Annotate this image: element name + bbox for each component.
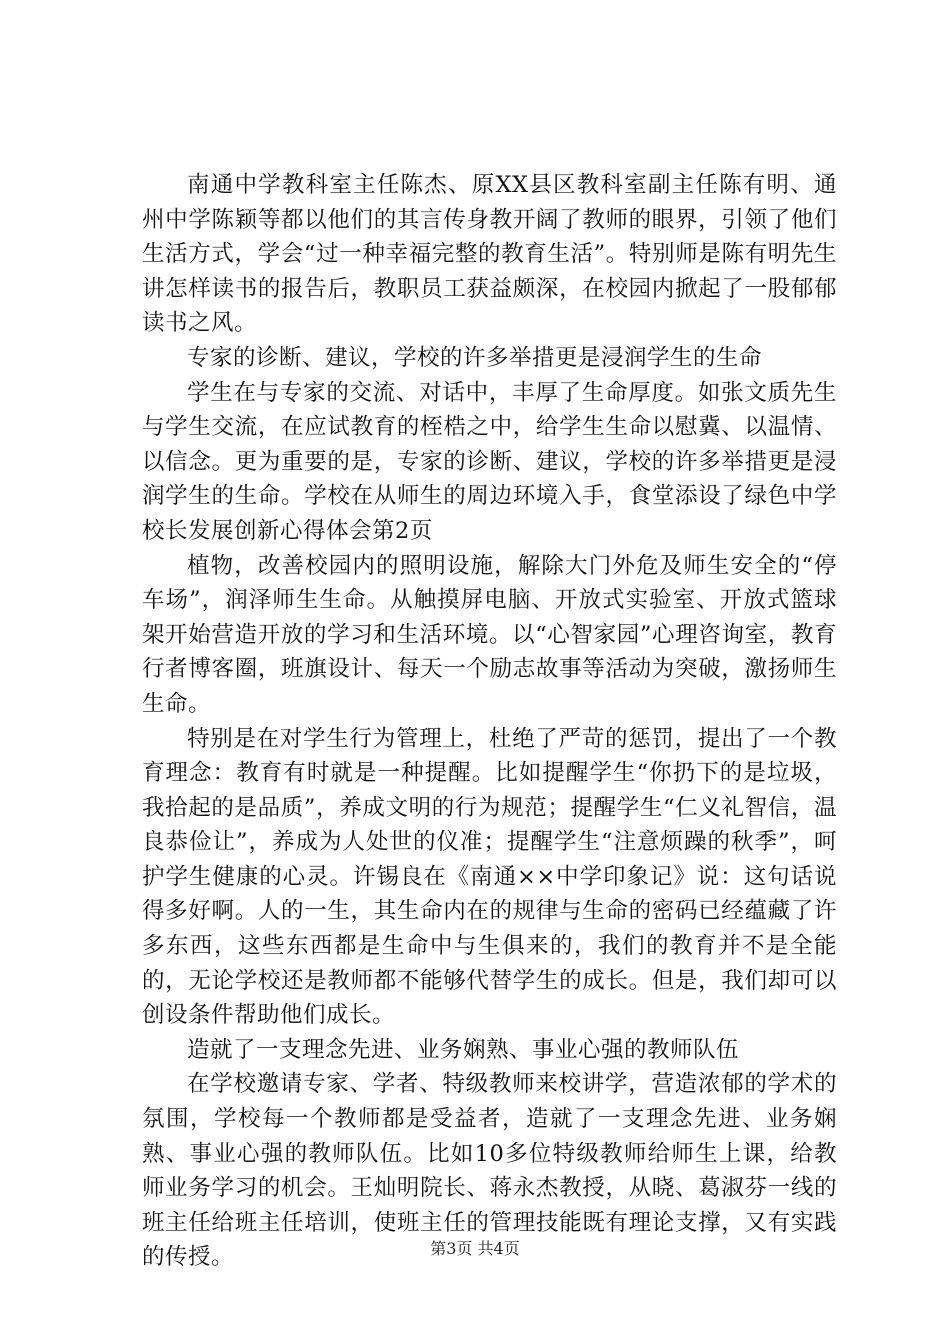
paragraph: 植物，改善校园内的照明设施，解除大门外危及师生安全的“停车场”，润泽师生生命。从触摸屏电脑、开放式实验室、开放式篮球架开始营造开放的学习和生活环境。以“心智家园”心理咨询室，教育行者博客圈，班旗设计、每天一个励志故事等活动为突破，激扬师生生命。 (142, 552, 837, 717)
paragraph: 南通中学教科室主任陈杰、原XX县区教科室副主任陈有明、通州中学陈颖等都以他们的其言传身教开阔了教师的眼界，引领了他们生活方式，学会“过一种幸福完整的教育生活”。特别师是陈有明先生讲怎样读书的报告后，教职员工获益颇深，在校园内掀起了一股郁郁读书之风。 (142, 172, 837, 337)
page-footer (0, 1236, 950, 1259)
page-number: 第3页 共4页 (430, 1239, 520, 1258)
document-body (142, 168, 837, 1275)
paragraph: 特别是在对学生行为管理上，杜绝了严苛的惩罚，提出了一个教育理念：教育有时就是一种提醒。比如提醒学生“你扔下的是垃圾，我拾起的是品质”，养成文明的行为规范；提醒学生“仁义礼智信，温良恭俭让”，养成为人处世的仪准；提醒学生“注意烦躁的秋季”，呵护学生健康的心灵。许锡良在《南通××中学印象记》说：这句话说得多好啊。人的一生，其生命内在的规律与生命的密码已经蕴藏了许多东西，这些东西都是生命中与生俱来的，我们的教育并不是全能的，无论学校还是教师都不能够代替学生的成长。但是，我们却可以创设条件帮助他们成长。 (142, 725, 837, 1029)
section-heading: 专家的诊断、建议，学校的许多举措更是浸润学生的生命 (187, 344, 763, 371)
paragraph: 在学校邀请专家、学者、特级教师来校讲学，营造浓郁的学术的氛围，学校每一个教师都是受益者，造就了一支理念先进、业务娴熟、事业心强的教师队伍。比如10多位特级教师给师生上课，给教师业务学习的机会。王灿明院长、蒋永杰教授，从晓、葛淑芬一线的班主任给班主任培训，使班主任的管理技能既有理论支撑，又有实践的传授。 (142, 1071, 837, 1271)
paragraph: 学生在与专家的交流、对话中，丰厚了生命厚度。如张文质先生与学生交流，在应试教育的桎梏之中，给学生生命以慰冀、以温情、以信念。更为重要的是，专家的诊断、建议，学校的许多举措更是浸润学生的生命。学校在从师生的周边环境入手，食堂添设了绿色中学校长发展创新心得体会第2页 (142, 379, 837, 544)
section-heading: 造就了一支理念先进、业务娴熟、事业心强的教师队伍 (187, 1036, 740, 1063)
